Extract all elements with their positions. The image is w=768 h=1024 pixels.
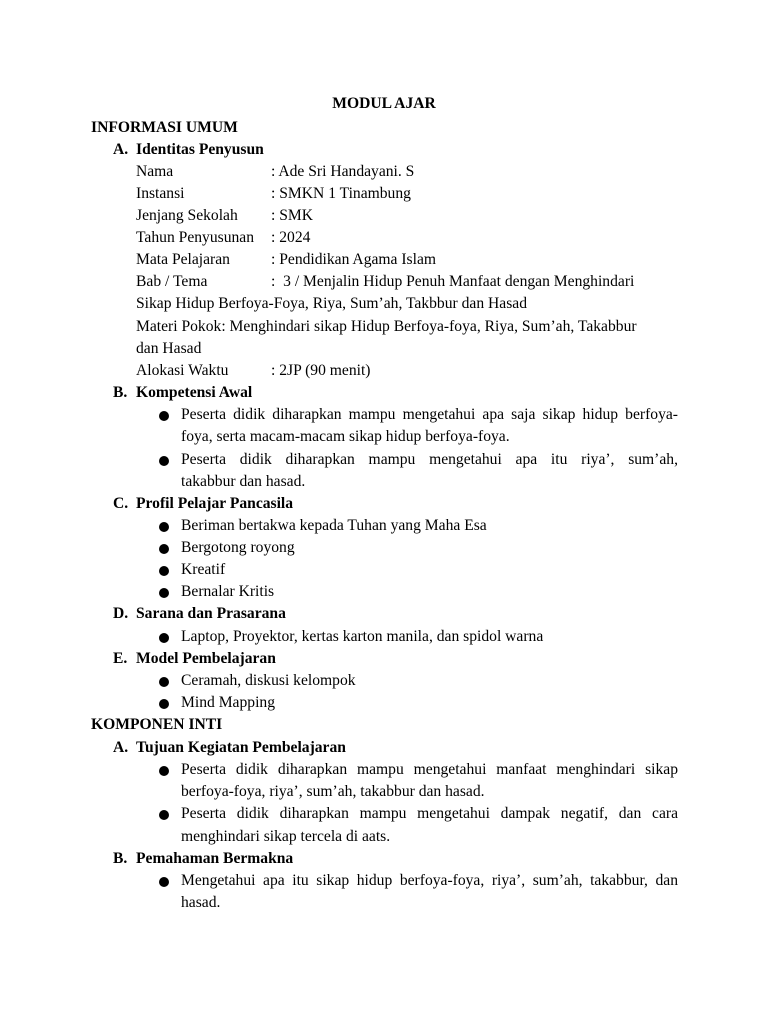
field-materi-pokok-line2: dan Hasad [136,340,202,357]
field-label-tahun: Tahun Penyusunan [136,229,255,246]
subsection-heading-tujuan: Tujuan Kegiatan Pembelajaran [136,739,346,756]
bullet-icon [159,699,169,709]
list-item-kompetensi-1-line2: foya, serta macam-macam sikap hidup berfoya-foya. [181,428,510,445]
field-materi-pokok-line1: Materi Pokok: Menghindari sikap Hidup Berfoya-foya, Riya, Sum’ah, Takabbur [136,318,637,335]
subsection-heading-kompetensi: Kompetensi Awal [136,384,253,401]
bullet-icon [159,522,169,532]
subsection-letter: D. [113,605,129,622]
subsection-letter: A. [113,141,129,158]
section-heading-informasi-umum: INFORMASI UMUM [91,119,238,136]
field-value-jenjang: : SMK [271,207,314,224]
bullet-icon [159,677,169,687]
field-value-alokasi: : 2JP (90 menit) [271,362,371,379]
field-label-jenjang: Jenjang Sekolah [136,207,238,224]
field-value-instansi: : SMKN 1 Tinambung [271,185,411,202]
bullet-icon [159,766,169,776]
subsection-letter: B. [113,850,128,867]
subsection-letter: C. [113,495,129,512]
list-item-profil-1: Beriman bertakwa kepada Tuhan yang Maha Esa [181,517,487,534]
bullet-icon [159,588,169,598]
list-item-profil-4: Bernalar Kritis [181,583,275,600]
subsection-heading-model: Model Pembelajaran [136,650,276,667]
list-item-sarana-1: Laptop, Proyektor, kertas karton manila, dan spidol warna [181,628,544,645]
subsection-letter: A. [113,739,129,756]
bullet-icon [159,544,169,554]
list-item-profil-3: Kreatif [181,561,226,578]
list-item-pemahaman-1-line2: hasad. [181,894,221,911]
field-label-alokasi: Alokasi Waktu [136,362,229,379]
field-value-nama: : Ade Sri Handayani. S [271,163,415,180]
field-value-tahun: : 2024 [271,229,311,246]
list-item-model-1: Ceramah, diskusi kelompok [181,672,356,689]
list-item-pemahaman-1-line1: Mengetahui apa itu sikap hidup berfoya-foya, riya’, sum’ah, takabbur, dan [181,872,678,889]
list-item-model-2: Mind Mapping [181,694,275,711]
section-heading-komponen-inti: KOMPONEN INTI [91,716,223,733]
field-label-instansi: Instansi [136,185,185,202]
field-label-mapel: Mata Pelajaran [136,251,230,268]
list-item-kompetensi-2-line2: takabbur dan hasad. [181,473,306,490]
bullet-icon [159,411,169,421]
field-value-bab: : 3 / Menjalin Hidup Penuh Manfaat dengan Menghindari [271,273,635,290]
bullet-icon [159,877,169,887]
subsection-letter: E. [113,650,128,667]
list-item-kompetensi-1-line1: Peserta didik diharapkan mampu mengetahui apa saja sikap hidup berfoya- [181,406,678,423]
subsection-letter: B. [113,384,128,401]
subsection-heading-pemahaman: Pemahaman Bermakna [136,850,294,867]
list-item-tujuan-1-line1: Peserta didik diharapkan mampu mengetahui manfaat menghindari sikap [181,761,678,778]
subsection-heading-profil: Profil Pelajar Pancasila [136,495,294,512]
list-item-profil-2: Bergotong royong [181,539,295,556]
subsection-heading-sarana: Sarana dan Prasarana [136,605,286,622]
field-value-bab-continued: Sikap Hidup Berfoya-Foya, Riya, Sum’ah, Takbbur dan Hasad [136,295,527,312]
field-label-nama: Nama [136,163,174,180]
bullet-icon [159,633,169,643]
bullet-icon [159,566,169,576]
list-item-kompetensi-2-line1: Peserta didik diharapkan mampu mengetahui apa itu riya’, sum’ah, [181,451,678,468]
subsection-heading-identitas: Identitas Penyusun [136,141,264,158]
field-value-mapel: : Pendidikan Agama Islam [271,251,437,268]
list-item-tujuan-2-line1: Peserta didik diharapkan mampu mengetahui dampak negatif, dan cara [181,805,678,822]
field-label-bab: Bab / Tema [136,273,208,290]
list-item-tujuan-2-line2: menghindari sikap tercela di aats. [181,828,391,845]
list-item-tujuan-1-line2: berfoya-foya, riya’, sum’ah, takabbur dan hasad. [181,783,485,800]
bullet-icon [159,456,169,466]
document-title: MODUL AJAR [332,95,436,112]
bullet-icon [159,810,169,820]
